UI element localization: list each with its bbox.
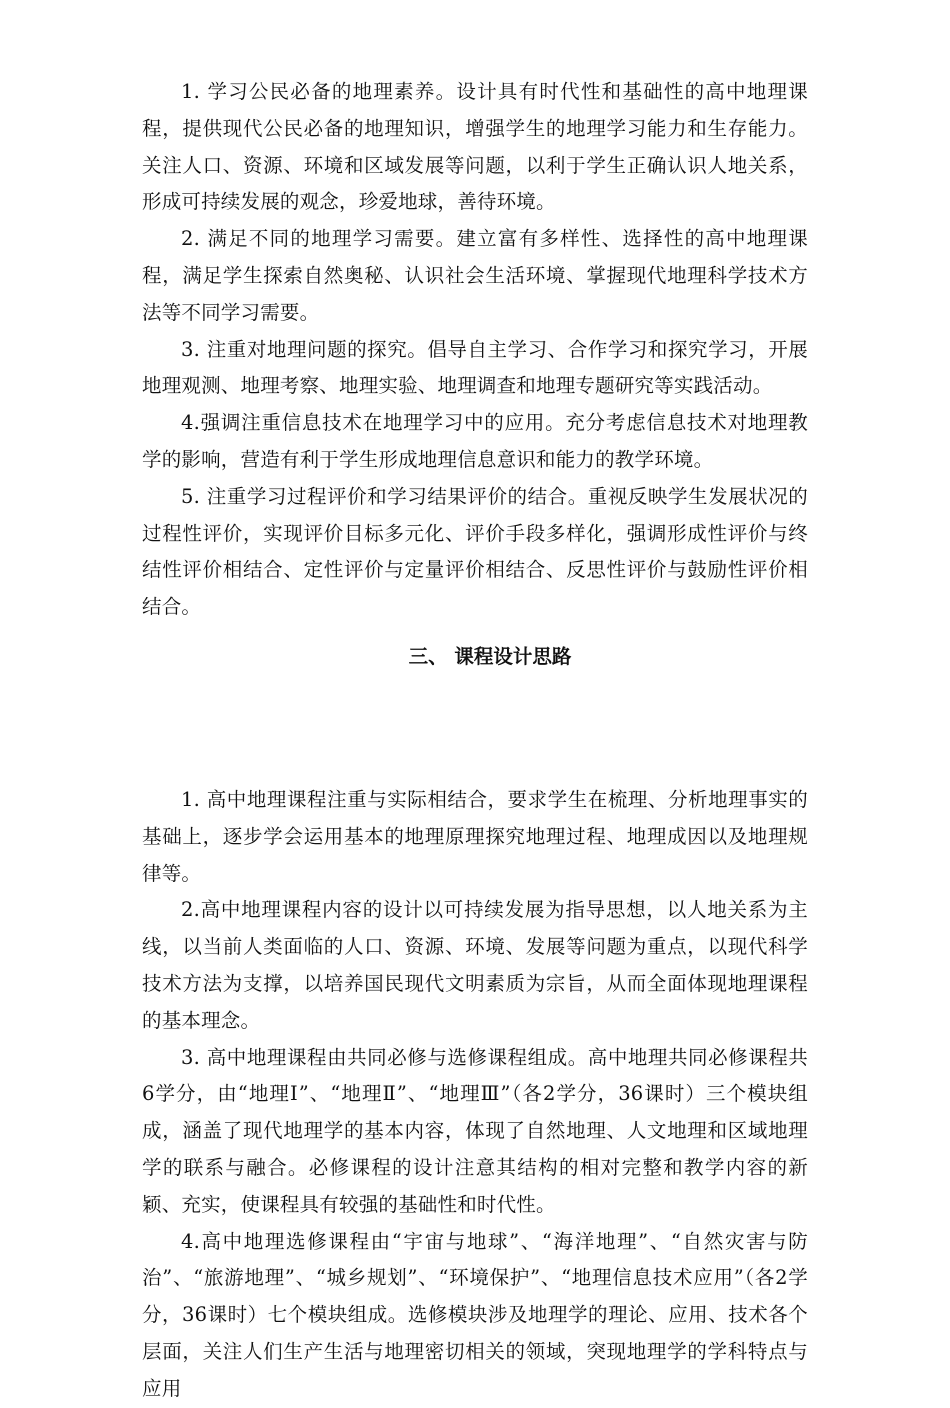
principle-paragraph-1: 1. 学习公民必备的地理素养。设计具有时代性和基础性的高中地理课程，提供现代公民必备的地理知识，增强学生的地理学习能力和生存能力。关注人口、资源、环境和区域发展等问题，以利于学生正确认识人地关系，形成可持续发展的观念，珍爱地球，善待环境。 — [142, 80, 808, 214]
principle-paragraph-2: 2. 满足不同的地理学习需要。建立富有多样性、选择性的高中地理课程，满足学生探索自然奥秘、认识社会生活环境、掌握现代地理科学技术方法等不同学习需要。 — [142, 227, 808, 324]
principle-paragraph-3: 3. 注重对地理问题的探究。倡导自主学习、合作学习和探究学习，开展地理观测、地理考察、地理实验、地理调查和地理专题研究等实践活动。 — [142, 337, 808, 398]
section-heading: 三、 课程设计思路 — [408, 644, 572, 668]
design-paragraph-2: 2.高中地理课程内容的设计以可持续发展为指导思想，以人地关系为主线，以当前人类面临的人口、资源、环境、发展等问题为重点，以现代科学技术方法为支撑，以培养国民现代文明素质为宗旨，从而全面体现地理课程的基本理念。 — [142, 898, 808, 1032]
design-paragraph-3: 3. 高中地理课程由共同必修与选修课程组成。高中地理共同必修课程共6学分，由“地理Ⅰ”、“地理Ⅱ”、“地理Ⅲ”（各2学分，36课时）三个模块组成，涵盖了现代地理学的基本内容，体现了自然地理、人文地理和区域地理学的联系与融合。必修课程的设计注意其结构的相对完整和教学内容的新颖、充实，使课程具有较强的基础性和时代性。 — [142, 1045, 808, 1216]
design-paragraph-1: 1. 高中地理课程注重与实际相结合，要求学生在梳理、分析地理事实的基础上，逐步学会运用基本的地理原理探究地理过程、地理成因以及地理规律等。 — [142, 787, 808, 885]
design-paragraph-4: 4.高中地理选修课程由“宇宙与地球”、“海洋地理”、“自然灾害与防治”、“旅游地理”、“城乡规划”、“环境保护”、“地理信息技术应用”（各2学分，36课时）七个模块组成。选修模块涉及地理学的理论、应用、技术各个层面，关注人们生产生活与地理密切相关的领域，突现地理学的学科特点与应用 — [142, 1229, 808, 1400]
document-page — [142, 74, 808, 1408]
blank-spacer — [142, 688, 808, 782]
principle-paragraph-5: 5. 注重学习过程评价和学习结果评价的结合。重视反映学生发展状况的过程性评价，实现评价目标多元化、评价手段多样化，强调形成性评价与终结性评价相结合、定性评价与定量评价相结合、反思性评价与鼓励性评价相结合。 — [142, 484, 808, 619]
principle-paragraph-4: 4.强调注重信息技术在地理学习中的应用。充分考虑信息技术对地理教学的影响，营造有利于学生形成地理信息意识和能力的教学环境。 — [142, 411, 808, 471]
